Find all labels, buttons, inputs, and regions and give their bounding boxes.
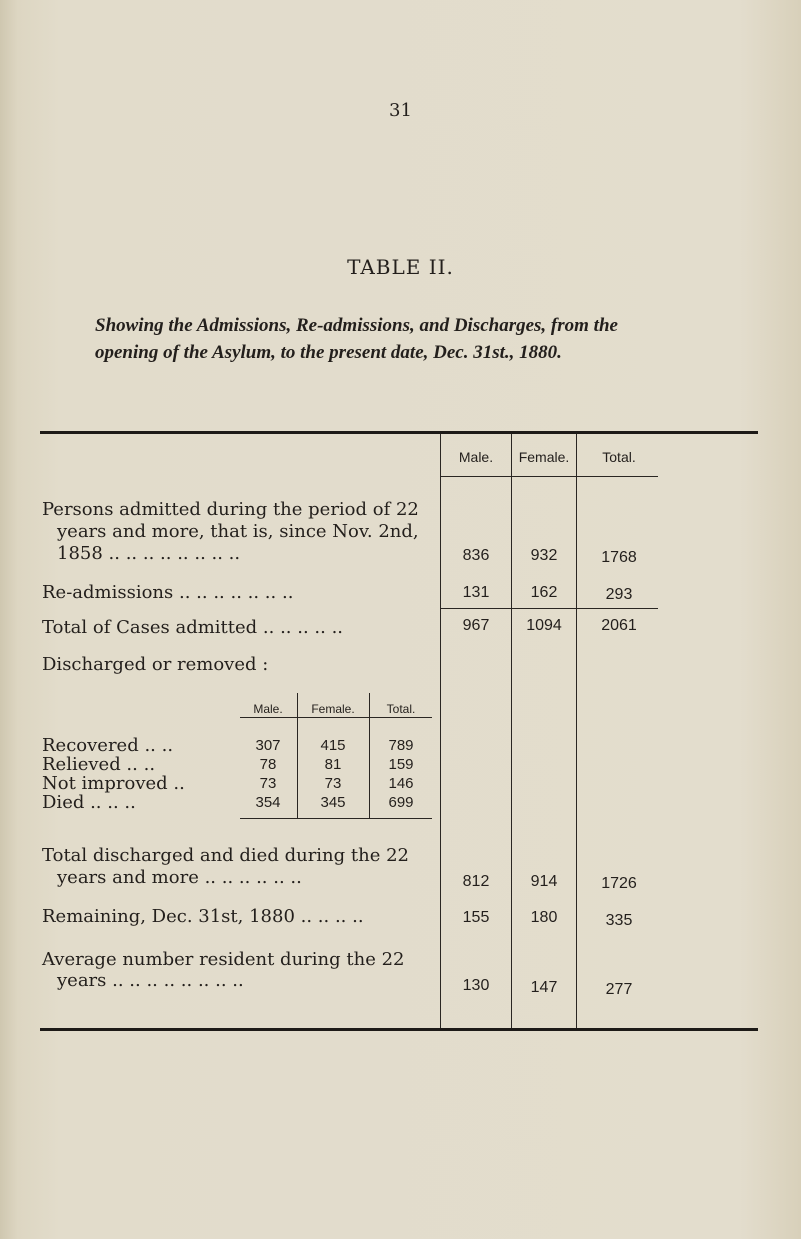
page-number: 31: [389, 100, 412, 121]
row-admitted-male: 836: [462, 547, 490, 564]
row-readmissions-female: 162: [530, 584, 558, 601]
inner-row-female: 73: [324, 775, 342, 792]
row-average-label-2: years .. .. .. .. .. .. .. ..: [57, 970, 244, 991]
column-divider-1: [440, 434, 441, 1028]
row-admitted-label-1: Persons admitted during the period of 22: [42, 499, 419, 520]
row-discharged-male: 812: [462, 873, 490, 890]
col-header-female: Female.: [518, 449, 570, 465]
row-discharged-female: 914: [530, 873, 558, 890]
column-divider-3: [576, 434, 577, 1028]
inner-row-total: 146: [388, 775, 414, 792]
row-readmissions-label: Re-admissions .. .. .. .. .. .. ..: [42, 582, 294, 603]
row-discharged-total: 1726: [601, 875, 637, 892]
inner-row-label: Died .. .. ..: [42, 792, 136, 813]
col-header-total: Total.: [602, 449, 636, 465]
inner-row-male: 78: [259, 756, 277, 773]
row-admitted-label-3: 1858 .. .. .. .. .. .. .. ..: [57, 543, 241, 564]
inner-header-underline: [240, 717, 432, 718]
row-total-admitted-label: Total of Cases admitted .. .. .. .. ..: [42, 617, 344, 638]
inner-row-label: Relieved .. ..: [42, 754, 156, 775]
inner-header-total: Total.: [386, 702, 416, 716]
inner-bottom-rule: [240, 818, 432, 819]
row-total-admitted-total: 2061: [601, 617, 637, 634]
row-remaining-label: Remaining, Dec. 31st, 1880 .. .. .. ..: [42, 906, 364, 927]
row-average-total: 277: [605, 981, 633, 998]
inner-row-total: 789: [388, 737, 414, 754]
sum-underline: [440, 608, 658, 609]
bottom-rule: [40, 1028, 758, 1031]
row-readmissions-male: 131: [462, 584, 490, 601]
inner-row-male: 73: [259, 775, 277, 792]
row-total-admitted-male: 967: [462, 617, 490, 634]
discharged-heading: Discharged or removed :: [42, 654, 269, 675]
row-admitted-total: 1768: [601, 549, 637, 566]
row-remaining-total: 335: [605, 912, 633, 929]
subtitle-line-1: Showing the Admissions, Re-admissions, and Discharges, from the: [95, 315, 618, 336]
inner-row-female: 415: [320, 737, 346, 754]
inner-row-female: 81: [324, 756, 342, 773]
inner-row-female: 345: [320, 794, 346, 811]
inner-header-female: Female.: [311, 702, 355, 716]
row-discharged-label-1: Total discharged and died during the 22: [42, 845, 409, 866]
inner-header-male: Male.: [253, 702, 283, 716]
row-average-male: 130: [462, 977, 490, 994]
row-remaining-female: 180: [530, 909, 558, 926]
row-remaining-male: 155: [462, 909, 490, 926]
row-admitted-female: 932: [530, 547, 558, 564]
header-underline: [440, 476, 658, 477]
row-discharged-label-2: years and more .. .. .. .. .. ..: [57, 867, 302, 888]
inner-row-male: 354: [255, 794, 281, 811]
inner-row-total: 699: [388, 794, 414, 811]
row-readmissions-total: 293: [605, 586, 633, 603]
column-divider-2: [511, 434, 512, 1028]
inner-row-total: 159: [388, 756, 414, 773]
row-average-label-1: Average number resident during the 22: [42, 949, 405, 970]
subtitle-line-2: opening of the Asylum, to the present date, Dec. 31st., 1880.: [95, 342, 562, 363]
table-title: TABLE II.: [347, 255, 454, 279]
top-rule: [40, 431, 758, 434]
col-header-male: Male.: [458, 449, 494, 465]
row-admitted-label-2: years and more, that is, since Nov. 2nd,: [57, 521, 419, 542]
row-total-admitted-female: 1094: [526, 617, 562, 634]
inner-row-male: 307: [255, 737, 281, 754]
row-average-female: 147: [530, 979, 558, 996]
inner-row-label: Not improved ..: [42, 773, 185, 794]
inner-row-label: Recovered .. ..: [42, 735, 174, 756]
